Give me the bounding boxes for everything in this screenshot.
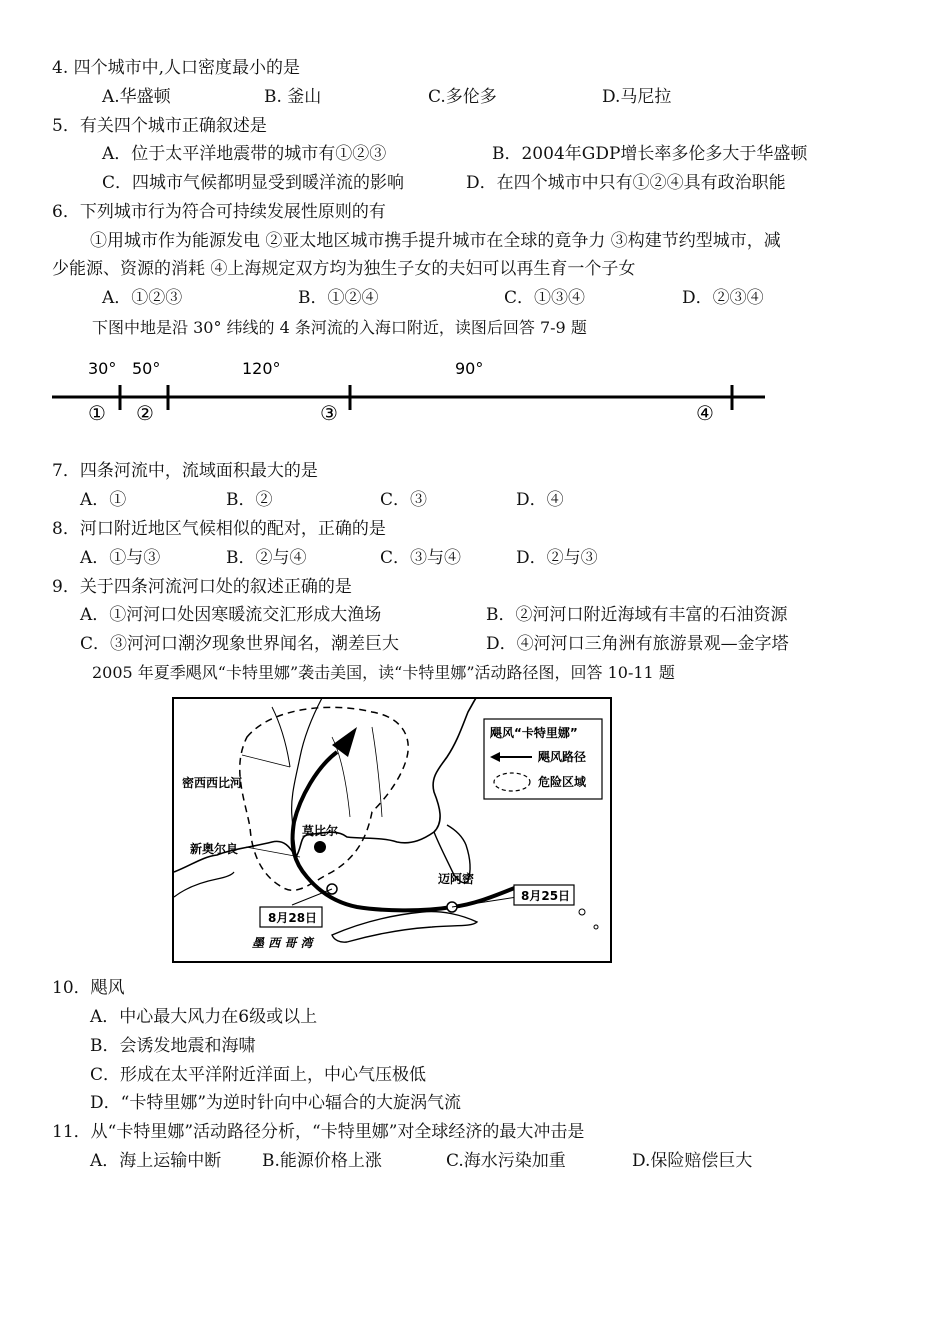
q9-option-b: B．②河河口附近海域有丰富的石油资源 bbox=[486, 605, 788, 625]
river-label-4: ④ bbox=[696, 401, 714, 425]
intro-7-9: 下图中地是沿 30° 纬线的 4 条河流的入海口附近，读图后回答 7-9 题 bbox=[92, 318, 587, 337]
q10-option-a: A．中心最大风力在6级或以上 bbox=[90, 1007, 318, 1027]
q11-stem: 11．从“卡特里娜”活动路径分析，“卡特里娜”对全球经济的最大冲击是 bbox=[52, 1122, 585, 1142]
q7-option-a: A．① bbox=[80, 490, 127, 510]
q8-option-d: D．②与③ bbox=[516, 548, 598, 568]
q11-option-b: B.能源价格上涨 bbox=[262, 1151, 382, 1171]
q7-option-d: D．④ bbox=[516, 490, 564, 510]
q5-option-b: B．2004年GDP增长率多伦多大于华盛顿 bbox=[492, 144, 808, 164]
q6-option-d: D．②③④ bbox=[682, 288, 764, 308]
q8-option-b: B．②与④ bbox=[226, 548, 307, 568]
q10-stem: 10．飓风 bbox=[52, 978, 125, 998]
q8-option-c: C．③与④ bbox=[380, 548, 462, 568]
lon-label-30: 30° bbox=[88, 359, 117, 378]
q4-option-a: A.华盛顿 bbox=[102, 87, 171, 107]
date2-label: 8月28日 bbox=[268, 911, 318, 925]
q6-stem: 6．下列城市行为符合可持续发展性原则的有 bbox=[52, 202, 386, 222]
q10-option-c: C．形成在太平洋附近洋面上，中心气压极低 bbox=[90, 1065, 427, 1085]
q11-option-a: A．海上运输中断 bbox=[90, 1151, 222, 1171]
lon-label-120: 120° bbox=[242, 359, 281, 378]
miami-label: 迈阿密 bbox=[438, 872, 475, 886]
legend-title: 飓风“卡特里娜” bbox=[490, 726, 578, 740]
date1-label: 8月25日 bbox=[521, 889, 571, 903]
legend-path-label: 飓风路径 bbox=[538, 750, 587, 764]
gulf-label: 墨 西 哥 湾 bbox=[252, 936, 313, 950]
q6-option-b: B．①②④ bbox=[298, 288, 379, 308]
q5-option-a: A．位于太平洋地震带的城市有①②③ bbox=[102, 144, 387, 164]
mobile-label: 莫比尔 bbox=[302, 824, 339, 838]
mississippi-label: 密西西比河 bbox=[182, 776, 243, 790]
q6-option-c: C．①③④ bbox=[504, 288, 586, 308]
q11-option-d: D.保险赔偿巨大 bbox=[632, 1151, 753, 1171]
river-label-1: ① bbox=[88, 401, 106, 425]
q8-stem: 8．河口附近地区气候相似的配对，正确的是 bbox=[52, 519, 386, 539]
q7-stem: 7．四条河流中，流域面积最大的是 bbox=[52, 461, 318, 481]
intro-10-11: 2005 年夏季飓风“卡特里娜”袭击美国，读“卡特里娜”活动路径图，回答 10-11 题 bbox=[92, 663, 675, 682]
q9-option-c: C．③河河口潮汐现象世界闻名，潮差巨大 bbox=[80, 634, 400, 654]
river-label-2: ② bbox=[136, 401, 154, 425]
mobile-marker bbox=[314, 841, 326, 853]
legend-danger-label: 危险区域 bbox=[538, 775, 587, 789]
lon-label-90: 90° bbox=[455, 359, 484, 378]
q10-option-d: D．“卡特里娜”为逆时针向中心辐合的大旋涡气流 bbox=[90, 1093, 462, 1113]
q5-stem: 5．有关四个城市正确叙述是 bbox=[52, 116, 267, 136]
latitude-line-figure bbox=[40, 350, 780, 430]
q6-body-line2: 少能源、资源的消耗 ④上海规定双方均为独生子女的夫妇可以再生育一个子女 bbox=[52, 259, 636, 279]
q5-option-c: C．四城市气候都明显受到暖洋流的影响 bbox=[102, 173, 405, 193]
q9-stem: 9．关于四条河流河口处的叙述正确的是 bbox=[52, 577, 352, 597]
q10-option-b: B．会诱发地震和海啸 bbox=[90, 1036, 256, 1056]
q4-stem: 4. 四个城市中,人口密度最小的是 bbox=[52, 58, 301, 78]
hurricane-katrina-map bbox=[172, 697, 612, 963]
new-orleans-label: 新奥尔良 bbox=[190, 842, 239, 856]
q7-option-c: C．③ bbox=[380, 490, 428, 510]
q5-option-d: D．在四个城市中只有①②④具有政治职能 bbox=[466, 173, 786, 193]
q9-option-a: A．①河河口处因寒暖流交汇形成大渔场 bbox=[80, 605, 382, 625]
q9-option-d: D．④河河口三角洲有旅游景观—金字塔 bbox=[486, 634, 789, 654]
q11-option-c: C.海水污染加重 bbox=[446, 1151, 566, 1171]
river-label-3: ③ bbox=[320, 401, 338, 425]
q4-option-b: B. 釜山 bbox=[264, 87, 322, 107]
q6-body-line1: ①用城市作为能源发电 ②亚太地区城市携手提升城市在全球的竟争力 ③构建节约型城市，减 bbox=[90, 231, 781, 251]
q6-option-a: A．①②③ bbox=[102, 288, 183, 308]
q4-option-d: D.马尼拉 bbox=[602, 87, 672, 107]
q7-option-b: B．② bbox=[226, 490, 273, 510]
q8-option-a: A．①与③ bbox=[80, 548, 161, 568]
lon-label-50: 50° bbox=[132, 359, 161, 378]
q4-option-c: C.多伦多 bbox=[428, 87, 497, 107]
